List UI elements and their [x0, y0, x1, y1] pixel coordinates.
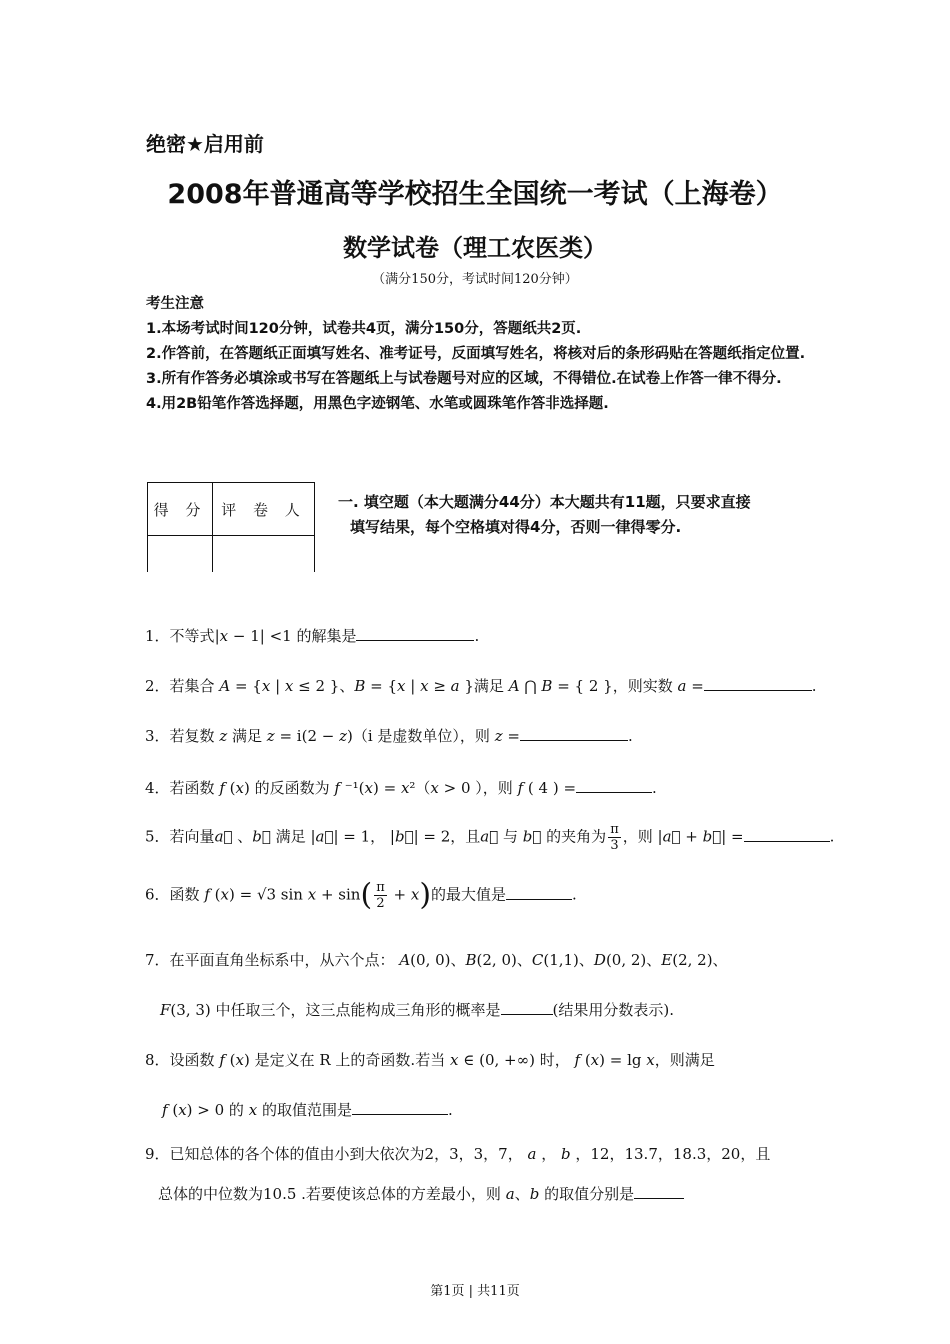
exam-title: 2008年普通高等学校招生全国统一考试（上海卷）	[167, 179, 783, 210]
question-5: 5．若向量a⃗ 、b⃗ 满足 |a⃗| = 1， |b⃗| = 2，且a⃗ 与 b⃗ 的夹角为 $\frac{\pi}{3}$ ，则 |a⃗ + b⃗| = .	[145, 822, 835, 853]
answer-blank[interactable]	[744, 826, 830, 842]
answer-blank[interactable]	[356, 625, 474, 641]
fraction: $\frac{\pi}{2}$	[376, 880, 385, 911]
notice-title: 考生注意	[146, 296, 204, 312]
answer-blank[interactable]	[704, 675, 812, 691]
answer-blank[interactable]	[352, 1099, 448, 1115]
exam-subtitle: 数学试卷（理工农医类）	[343, 234, 607, 262]
answer-blank[interactable]	[634, 1183, 684, 1199]
fraction: $\frac{\pi}{3}$	[610, 822, 619, 853]
notice-block	[146, 292, 806, 417]
question-8: 8．设函数 f (x) 是定义在 R 上的奇函数.若当 x ∈ (0, +∞) 时， f (x) = lg x，则满足	[145, 1051, 715, 1069]
notice-item: 3.所有作答务必填涂或书写在答题纸上与试卷题号对应的区域，不得错位.在试卷上作答一律不得分.	[146, 371, 782, 387]
answer-blank[interactable]	[506, 884, 572, 900]
question-8-cont: f (x) > 0 的 x 的取值范围是 .	[162, 1101, 453, 1119]
answer-blank[interactable]	[501, 999, 553, 1015]
grader-header: 评 卷 人	[212, 483, 314, 536]
confidential-label: 绝密★启用前	[146, 132, 264, 156]
question-4: 4．若函数 f (x) 的反函数为 f ⁻¹(x) = x²（x > 0 ），则 f ( 4 ) = .	[145, 779, 657, 797]
question-3: 3．若复数 z 满足 z = i(2 − z)（i 是虚数单位），则 z = .	[145, 727, 633, 745]
question-6: 6．函数 f (x) = √3 sin x + sin( $\frac{\pi}{2}$ + x)的最大值是 .	[145, 877, 577, 913]
question-7-cont: F(3, 3) 中任取三个，这三点能构成三角形的概率是 (结果用分数表示).	[160, 1001, 675, 1019]
question-2: 2．若集合 A = {x | x ≤ 2 }、B = {x | x ≥ a }满足 A ⋂ B = { 2 }，则实数 a = .	[145, 677, 817, 695]
score-table	[147, 482, 315, 572]
answer-blank[interactable]	[520, 725, 628, 741]
question-9: 9．已知总体的各个体的值由小到大依次为2，3，3，7， a ， b ，12，13.7，18.3，20，且	[145, 1145, 771, 1163]
answer-blank[interactable]	[576, 777, 652, 793]
notice-item: 2.作答前，在答题纸正面填写姓名、准考证号，反面填写姓名，将核对后的条形码贴在答题纸指定位置.	[146, 346, 806, 362]
section-heading-line2: 填写结果，每个空格填对得4分，否则一律得零分.	[350, 518, 682, 536]
notice-item: 4.用2B铅笔作答选择题，用黑色字迹钢笔、水笔或圆珠笔作答非选择题.	[146, 396, 609, 412]
section-heading-line1: 一. 填空题（本大题满分44分）本大题共有11题，只要求直接	[338, 493, 751, 511]
score-header: 得 分	[148, 483, 213, 536]
exam-meta: （满分150分，考试时间120分钟）	[372, 272, 578, 287]
question-1: 1．不等式|x − 1| <1 的解集是 .	[145, 627, 480, 645]
question-9-cont: 总体的中位数为10.5 .若要使该总体的方差最小，则 a、b 的取值分别是	[158, 1182, 828, 1206]
grader-cell[interactable]	[212, 536, 314, 573]
score-cell[interactable]	[148, 536, 213, 573]
notice-item: 1.本场考试时间120分钟，试卷共4页，满分150分，答题纸共2页.	[146, 321, 582, 337]
section-heading	[338, 490, 798, 540]
question-7: 7．在平面直角坐标系中，从六个点： A(0, 0)、B(2, 0)、C(1,1)、D(0, 2)、E(2, 2)、	[145, 951, 728, 969]
page-footer: 第1页 | 共11页	[430, 1284, 520, 1299]
